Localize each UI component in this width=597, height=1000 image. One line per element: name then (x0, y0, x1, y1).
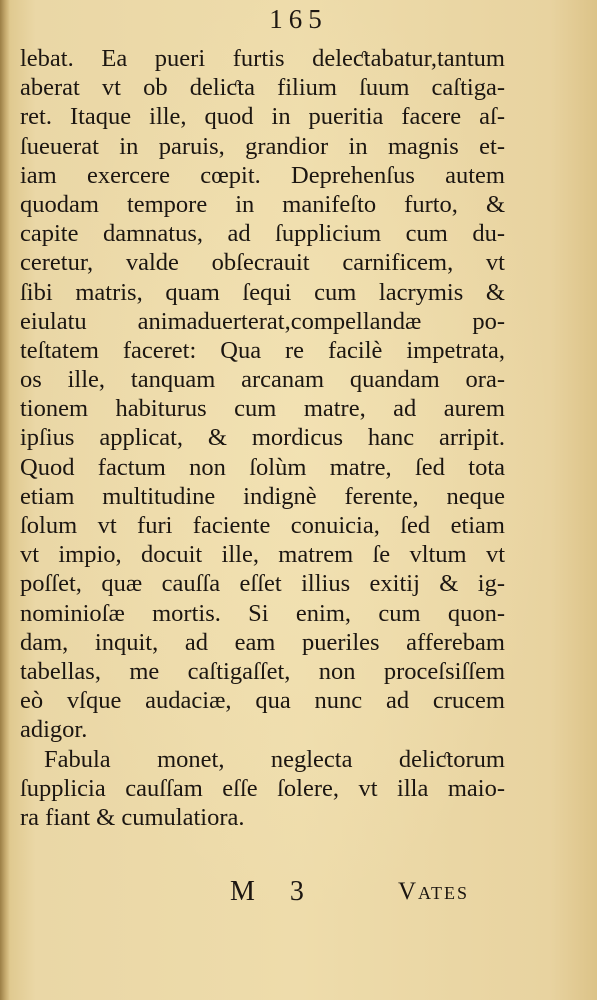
text-line: eiulatu animaduerterat,compellandæ po- (20, 307, 505, 335)
text-line: quodam tempore in manifeſto furto, & (20, 190, 505, 218)
moral-line: ſupplicia cauſſam eſſe ſolere, vt illa maio- (20, 774, 505, 802)
text-line: poſſet, quæ cauſſa eſſet illius exitij & ig- (20, 570, 505, 598)
text-line: capite damnatus, ad ſupplicium cum du- (20, 220, 505, 248)
page-number: 165 (269, 4, 328, 34)
text-line: nominioſæ mortis. Si enim, cum quon- (20, 599, 505, 627)
text-line: eò vſque audaciæ, qua nunc ad crucem (20, 687, 505, 715)
text-line: teſtatem faceret: Qua re facilè impetrata, (20, 336, 505, 364)
catchword: Vates (398, 878, 470, 905)
text-line: ſibi matris, quam ſequi cum lacrymis & (20, 278, 505, 306)
text-line: ret. Itaque ille, quod in pueritia facere aſ- (20, 103, 505, 131)
moral-line: ra fiant & cumulatiora. (20, 803, 245, 831)
text-line: adigor. (20, 716, 88, 744)
text-line: aberat vt ob deliƈta filium ſuum caſtiga- (20, 74, 505, 102)
text-line: etiam multitudine indignè ferente, neque (20, 482, 505, 510)
text-line: tabellas, me caſtigaſſet, non proceſsiſſem (20, 657, 505, 685)
signature-mark: M 3 (230, 876, 318, 907)
text-line: Quod factum non ſolùm matre, ſed tota (20, 453, 505, 481)
page-gutter-edge (0, 0, 10, 1000)
text-line: ſolum vt furi faciente conuicia, ſed etiam (20, 512, 505, 539)
text-line: ſueuerat in paruis, grandior in magnis et- (20, 132, 505, 160)
moral-line: Fabula monet, neglecta deliƈtorum (44, 745, 505, 773)
text-line: vt impio, docuit ille, matrem ſe vltum vt (20, 541, 505, 569)
text-line: iam exercere cœpit. Deprehenſus autem (20, 161, 505, 189)
text-line: tionem habiturus cum matre, ad aurem (20, 395, 505, 423)
text-line: lebat. Ea pueri furtis deleƈtabatur,tantum (20, 45, 505, 72)
text-line: ceretur, valde obſecrauit carnificem, vt (20, 249, 505, 277)
text-line: os ille, tanquam arcanam quandam ora- (20, 366, 505, 394)
body-text (20, 44, 505, 832)
text-line: ipſius applicat, & mordicus hanc arripit. (20, 424, 505, 452)
text-line: dam, inquit, ad eam pueriles afferebam (20, 628, 505, 656)
